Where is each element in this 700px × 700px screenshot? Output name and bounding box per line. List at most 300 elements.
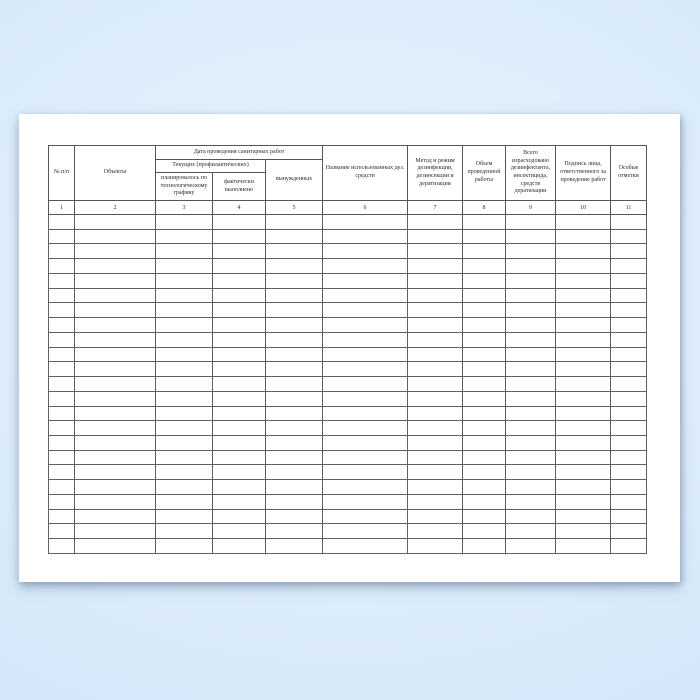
empty-cell xyxy=(323,229,408,244)
empty-cell xyxy=(266,244,323,259)
empty-row xyxy=(49,215,647,230)
empty-cell xyxy=(408,229,463,244)
empty-cell xyxy=(213,494,266,509)
empty-cell xyxy=(75,377,156,392)
empty-cell xyxy=(611,509,647,524)
empty-cell xyxy=(266,480,323,495)
empty-cell xyxy=(408,377,463,392)
empty-cell xyxy=(213,362,266,377)
empty-cell xyxy=(49,391,75,406)
empty-row xyxy=(49,391,647,406)
empty-cell xyxy=(49,450,75,465)
empty-row xyxy=(49,436,647,451)
empty-cell xyxy=(213,465,266,480)
empty-cell xyxy=(323,524,408,539)
empty-cell xyxy=(49,332,75,347)
empty-cell xyxy=(323,406,408,421)
empty-cell xyxy=(213,524,266,539)
empty-cell xyxy=(408,215,463,230)
column-number-cell: 8 xyxy=(463,201,506,215)
column-number-cell: 5 xyxy=(266,201,323,215)
empty-cell xyxy=(156,509,213,524)
column-number-cell: 2 xyxy=(75,201,156,215)
empty-cell xyxy=(75,332,156,347)
column-number-cell: 7 xyxy=(408,201,463,215)
empty-cell xyxy=(408,406,463,421)
empty-cell xyxy=(506,509,556,524)
empty-cell xyxy=(463,524,506,539)
empty-cell xyxy=(506,539,556,554)
col-header-date-group: Дата проведения санитарных работ xyxy=(156,146,323,160)
empty-cell xyxy=(266,288,323,303)
empty-cell xyxy=(213,480,266,495)
empty-cell xyxy=(75,509,156,524)
empty-cell xyxy=(323,347,408,362)
empty-cell xyxy=(75,421,156,436)
empty-cell xyxy=(556,494,611,509)
empty-cell xyxy=(49,288,75,303)
empty-cell xyxy=(156,421,213,436)
table-body xyxy=(49,215,647,554)
empty-cell xyxy=(408,332,463,347)
empty-cell xyxy=(463,303,506,318)
empty-cell xyxy=(506,229,556,244)
empty-cell xyxy=(556,539,611,554)
empty-cell xyxy=(408,421,463,436)
empty-cell xyxy=(611,377,647,392)
empty-cell xyxy=(506,465,556,480)
empty-cell xyxy=(156,480,213,495)
col-header-objects: Объекты xyxy=(75,146,156,201)
empty-cell xyxy=(156,450,213,465)
empty-cell xyxy=(156,391,213,406)
empty-cell xyxy=(323,318,408,333)
empty-cell xyxy=(463,494,506,509)
empty-cell xyxy=(213,215,266,230)
col-header-total-consumed: Всего израсходовано дезинфектанта, инсектицида, средств дератизации xyxy=(506,146,556,201)
column-number-cell: 3 xyxy=(156,201,213,215)
empty-cell xyxy=(506,273,556,288)
empty-cell xyxy=(408,259,463,274)
empty-cell xyxy=(323,288,408,303)
empty-cell xyxy=(156,215,213,230)
empty-cell xyxy=(611,332,647,347)
empty-cell xyxy=(463,215,506,230)
col-header-num: № п/п xyxy=(49,146,75,201)
empty-cell xyxy=(408,524,463,539)
empty-cell xyxy=(611,436,647,451)
empty-row xyxy=(49,244,647,259)
empty-cell xyxy=(156,539,213,554)
empty-cell xyxy=(611,362,647,377)
empty-row xyxy=(49,303,647,318)
empty-cell xyxy=(156,362,213,377)
empty-row xyxy=(49,406,647,421)
empty-cell xyxy=(408,509,463,524)
empty-cell xyxy=(75,273,156,288)
numbering-row xyxy=(49,201,647,215)
table-header xyxy=(49,146,647,215)
empty-cell xyxy=(408,244,463,259)
empty-cell xyxy=(266,215,323,230)
empty-cell xyxy=(213,332,266,347)
empty-row xyxy=(49,509,647,524)
empty-cell xyxy=(266,391,323,406)
empty-cell xyxy=(556,391,611,406)
empty-cell xyxy=(463,391,506,406)
empty-row xyxy=(49,229,647,244)
empty-cell xyxy=(323,421,408,436)
empty-cell xyxy=(506,362,556,377)
empty-cell xyxy=(556,318,611,333)
empty-cell xyxy=(49,215,75,230)
empty-cell xyxy=(266,377,323,392)
empty-cell xyxy=(75,347,156,362)
empty-cell xyxy=(49,524,75,539)
empty-cell xyxy=(506,259,556,274)
empty-cell xyxy=(556,332,611,347)
empty-cell xyxy=(611,421,647,436)
empty-cell xyxy=(323,436,408,451)
empty-cell xyxy=(408,494,463,509)
empty-cell xyxy=(75,318,156,333)
empty-cell xyxy=(556,303,611,318)
empty-cell xyxy=(266,524,323,539)
empty-cell xyxy=(213,318,266,333)
empty-cell xyxy=(323,215,408,230)
empty-cell xyxy=(213,229,266,244)
empty-cell xyxy=(156,229,213,244)
col-header-signature: Подпись лица, ответственного за проведение работ xyxy=(556,146,611,201)
empty-cell xyxy=(156,303,213,318)
empty-cell xyxy=(611,303,647,318)
empty-row xyxy=(49,494,647,509)
empty-cell xyxy=(49,377,75,392)
empty-row xyxy=(49,465,647,480)
empty-cell xyxy=(156,465,213,480)
empty-cell xyxy=(463,421,506,436)
empty-cell xyxy=(611,244,647,259)
empty-cell xyxy=(49,421,75,436)
empty-cell xyxy=(506,436,556,451)
column-number-cell: 1 xyxy=(49,201,75,215)
empty-cell xyxy=(156,436,213,451)
empty-cell xyxy=(266,406,323,421)
empty-cell xyxy=(75,465,156,480)
col-header-planned: планировалось по технологическому графику xyxy=(156,173,213,201)
empty-cell xyxy=(323,303,408,318)
empty-cell xyxy=(266,332,323,347)
column-number-cell: 4 xyxy=(213,201,266,215)
empty-row xyxy=(49,347,647,362)
empty-cell xyxy=(506,244,556,259)
empty-cell xyxy=(213,244,266,259)
empty-cell xyxy=(75,391,156,406)
empty-cell xyxy=(49,347,75,362)
empty-cell xyxy=(213,391,266,406)
empty-cell xyxy=(323,509,408,524)
empty-cell xyxy=(463,318,506,333)
empty-cell xyxy=(75,303,156,318)
empty-cell xyxy=(49,465,75,480)
col-header-current-group: Текущих (профилактических) xyxy=(156,160,266,173)
empty-cell xyxy=(556,362,611,377)
empty-cell xyxy=(75,362,156,377)
empty-cell xyxy=(49,539,75,554)
empty-cell xyxy=(266,494,323,509)
empty-cell xyxy=(408,391,463,406)
empty-cell xyxy=(556,450,611,465)
empty-cell xyxy=(49,480,75,495)
empty-cell xyxy=(408,303,463,318)
empty-cell xyxy=(556,480,611,495)
empty-cell xyxy=(611,494,647,509)
empty-cell xyxy=(75,436,156,451)
empty-cell xyxy=(556,288,611,303)
form-page xyxy=(19,114,680,582)
empty-cell xyxy=(323,244,408,259)
empty-cell xyxy=(323,332,408,347)
empty-cell xyxy=(75,244,156,259)
empty-row xyxy=(49,332,647,347)
empty-cell xyxy=(611,215,647,230)
empty-cell xyxy=(213,436,266,451)
empty-row xyxy=(49,259,647,274)
empty-row xyxy=(49,421,647,436)
empty-cell xyxy=(506,288,556,303)
empty-cell xyxy=(463,362,506,377)
empty-cell xyxy=(266,421,323,436)
empty-cell xyxy=(49,303,75,318)
empty-cell xyxy=(463,332,506,347)
empty-cell xyxy=(213,539,266,554)
empty-cell xyxy=(49,259,75,274)
empty-cell xyxy=(611,288,647,303)
empty-cell xyxy=(49,273,75,288)
empty-cell xyxy=(156,524,213,539)
empty-cell xyxy=(463,450,506,465)
empty-cell xyxy=(408,450,463,465)
empty-cell xyxy=(213,288,266,303)
empty-cell xyxy=(323,377,408,392)
empty-cell xyxy=(611,318,647,333)
empty-cell xyxy=(463,377,506,392)
empty-row xyxy=(49,524,647,539)
empty-cell xyxy=(266,450,323,465)
empty-cell xyxy=(323,362,408,377)
empty-cell xyxy=(463,347,506,362)
col-header-method-mode: Метод и режим дезинфекции, дезинсекции и дератизации xyxy=(408,146,463,201)
empty-cell xyxy=(463,539,506,554)
empty-row xyxy=(49,362,647,377)
empty-cell xyxy=(463,465,506,480)
empty-cell xyxy=(556,406,611,421)
col-header-agents-used: Название использованных дез. средств xyxy=(323,146,408,201)
empty-cell xyxy=(213,273,266,288)
empty-cell xyxy=(611,347,647,362)
empty-cell xyxy=(323,391,408,406)
column-number-cell: 10 xyxy=(556,201,611,215)
empty-cell xyxy=(266,539,323,554)
empty-cell xyxy=(266,303,323,318)
empty-cell xyxy=(611,450,647,465)
empty-cell xyxy=(75,494,156,509)
empty-cell xyxy=(506,450,556,465)
empty-cell xyxy=(408,436,463,451)
empty-cell xyxy=(408,362,463,377)
empty-cell xyxy=(49,436,75,451)
column-number-cell: 6 xyxy=(323,201,408,215)
empty-cell xyxy=(463,436,506,451)
empty-cell xyxy=(213,450,266,465)
empty-cell xyxy=(75,215,156,230)
empty-cell xyxy=(506,406,556,421)
empty-cell xyxy=(49,509,75,524)
empty-cell xyxy=(506,377,556,392)
empty-cell xyxy=(556,524,611,539)
empty-cell xyxy=(75,288,156,303)
empty-cell xyxy=(506,318,556,333)
empty-cell xyxy=(323,494,408,509)
empty-cell xyxy=(611,524,647,539)
empty-cell xyxy=(611,273,647,288)
empty-cell xyxy=(75,524,156,539)
empty-cell xyxy=(75,406,156,421)
empty-cell xyxy=(156,273,213,288)
empty-cell xyxy=(463,406,506,421)
empty-cell xyxy=(556,509,611,524)
empty-cell xyxy=(156,259,213,274)
empty-cell xyxy=(213,421,266,436)
empty-row xyxy=(49,318,647,333)
empty-cell xyxy=(556,436,611,451)
col-header-work-volume: Объем проведенной работы xyxy=(463,146,506,201)
empty-cell xyxy=(156,406,213,421)
empty-cell xyxy=(156,244,213,259)
empty-cell xyxy=(463,259,506,274)
header-row-1 xyxy=(49,146,647,160)
empty-cell xyxy=(556,244,611,259)
empty-row xyxy=(49,288,647,303)
empty-cell xyxy=(611,391,647,406)
empty-cell xyxy=(611,229,647,244)
empty-cell xyxy=(506,391,556,406)
empty-cell xyxy=(506,215,556,230)
empty-cell xyxy=(213,509,266,524)
empty-row xyxy=(49,539,647,554)
empty-cell xyxy=(506,494,556,509)
empty-cell xyxy=(556,273,611,288)
empty-row xyxy=(49,450,647,465)
empty-cell xyxy=(266,362,323,377)
empty-cell xyxy=(75,539,156,554)
empty-cell xyxy=(213,347,266,362)
empty-cell xyxy=(266,436,323,451)
empty-cell xyxy=(266,347,323,362)
empty-cell xyxy=(49,406,75,421)
empty-cell xyxy=(408,465,463,480)
empty-cell xyxy=(266,318,323,333)
empty-cell xyxy=(408,347,463,362)
col-header-forced: вынужденных xyxy=(266,160,323,201)
empty-row xyxy=(49,377,647,392)
empty-cell xyxy=(49,244,75,259)
empty-cell xyxy=(506,347,556,362)
empty-cell xyxy=(408,318,463,333)
empty-cell xyxy=(213,406,266,421)
empty-cell xyxy=(323,450,408,465)
empty-cell xyxy=(556,421,611,436)
empty-cell xyxy=(556,215,611,230)
col-header-special-notes: Особые отметки xyxy=(611,146,647,201)
empty-cell xyxy=(506,524,556,539)
empty-cell xyxy=(506,421,556,436)
empty-cell xyxy=(213,377,266,392)
col-header-actually-done: фактически выполнено xyxy=(213,173,266,201)
empty-cell xyxy=(611,259,647,274)
empty-cell xyxy=(556,259,611,274)
empty-cell xyxy=(323,273,408,288)
empty-cell xyxy=(506,332,556,347)
empty-cell xyxy=(463,509,506,524)
empty-cell xyxy=(266,229,323,244)
empty-cell xyxy=(463,229,506,244)
empty-cell xyxy=(75,450,156,465)
empty-cell xyxy=(156,347,213,362)
empty-cell xyxy=(556,465,611,480)
empty-cell xyxy=(463,288,506,303)
empty-cell xyxy=(213,303,266,318)
empty-cell xyxy=(75,229,156,244)
empty-cell xyxy=(408,539,463,554)
empty-cell xyxy=(556,377,611,392)
empty-cell xyxy=(463,244,506,259)
empty-cell xyxy=(156,377,213,392)
empty-cell xyxy=(156,288,213,303)
empty-cell xyxy=(156,494,213,509)
empty-cell xyxy=(49,318,75,333)
empty-row xyxy=(49,273,647,288)
empty-cell xyxy=(408,480,463,495)
empty-cell xyxy=(75,259,156,274)
empty-cell xyxy=(408,288,463,303)
empty-cell xyxy=(266,259,323,274)
empty-cell xyxy=(323,480,408,495)
empty-cell xyxy=(611,406,647,421)
empty-cell xyxy=(556,229,611,244)
empty-cell xyxy=(506,480,556,495)
empty-cell xyxy=(266,273,323,288)
empty-cell xyxy=(506,303,556,318)
empty-cell xyxy=(463,273,506,288)
empty-cell xyxy=(49,494,75,509)
empty-cell xyxy=(156,332,213,347)
column-number-cell: 9 xyxy=(506,201,556,215)
empty-cell xyxy=(323,259,408,274)
empty-cell xyxy=(49,229,75,244)
empty-cell xyxy=(266,465,323,480)
empty-cell xyxy=(323,539,408,554)
empty-row xyxy=(49,480,647,495)
empty-cell xyxy=(75,480,156,495)
empty-cell xyxy=(213,259,266,274)
empty-cell xyxy=(49,362,75,377)
empty-cell xyxy=(611,539,647,554)
empty-cell xyxy=(556,347,611,362)
empty-cell xyxy=(266,509,323,524)
empty-cell xyxy=(463,480,506,495)
column-number-cell: 11 xyxy=(611,201,647,215)
